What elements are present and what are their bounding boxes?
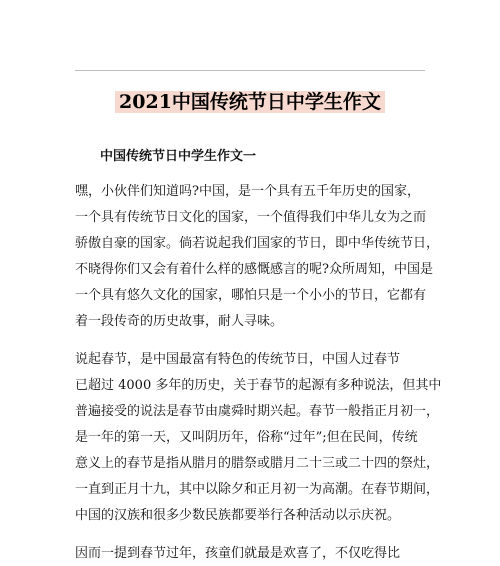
body-line-7: 说起春节，是中国最富有特色的传统节日，中国人过春节 (75, 352, 401, 367)
header-rule (75, 70, 425, 71)
body-line-8: 已超过 4000 多年的历史，关于春节的起源有多种说法，但其中 (75, 378, 442, 393)
body-line-12: 一直到正月十九，其中以除夕和正月初一为高潮。在春节期间， (75, 482, 440, 497)
body-line-14: 因而一提到春节过年，孩童们就最是欢喜了，不仅吃得比 (75, 546, 401, 561)
body-line-10: 是一年的第一天，又叫阴历年，俗称“过年”;但在民间，传统 (75, 430, 418, 445)
body-line-1: 嘿，小伙伴们知道吗?中国，是一个具有五千年历史的国家， (75, 184, 420, 199)
body-line-6: 着一段传奇的历史故事，耐人寻味。 (75, 314, 284, 329)
body-line-2: 一个具有传统节日文化的国家，一个值得我们中华儿女为之而 (75, 210, 427, 225)
document-title-text: 2021中国传统节日中学生作文 (115, 91, 385, 113)
body-line-3: 骄傲自豪的国家。倘若说起我们国家的节日，即中华传统节日， (75, 236, 440, 251)
body-line-4: 不晓得你们又会有着什么样的感慨感言的呢?众所周知，中国是 (75, 262, 433, 277)
body-line-11: 意义上的春节是指从腊月的腊祭或腊月二十三或二十四的祭灶， (75, 456, 440, 471)
body-line-9: 普遍接受的说法是春节由虞舜时期兴起。春节一般指正月初一， (75, 404, 440, 419)
document-title (0, 89, 500, 115)
body-line-5: 一个具有悠久文化的国家，哪怕只是一个小小的节日，它都有 (75, 288, 427, 303)
section-subtitle: 中国传统节日中学生作文一 (100, 149, 257, 164)
body-line-13: 中国的汉族和很多少数民族都要举行各种活动以示庆祝。 (75, 508, 401, 523)
